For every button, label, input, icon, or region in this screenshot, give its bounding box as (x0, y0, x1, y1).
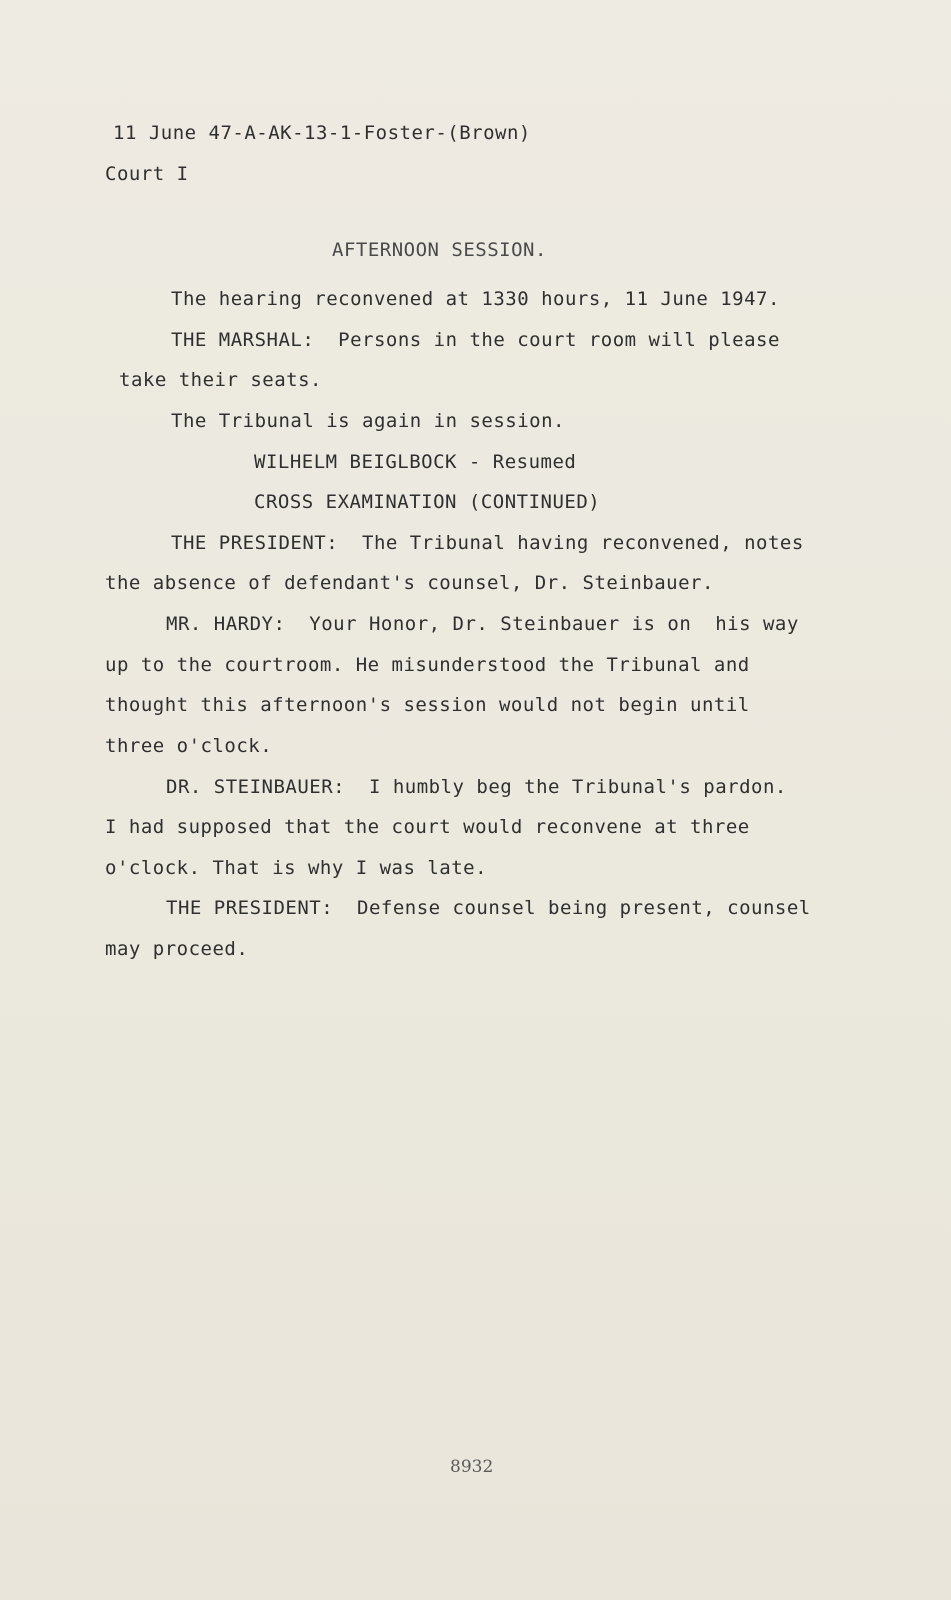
header-court: Court I (105, 163, 189, 185)
text-line-9: MR. HARDY: Your Honor, Dr. Steinbauer is on his way (166, 613, 799, 635)
text-line-4: The Tribunal is again in session. (171, 410, 565, 432)
header-reference: 11 June 47-A-AK-13-1-Foster-(Brown) (113, 122, 531, 144)
text-line-1: The hearing reconvened at 1330 hours, 11 June 1947. (171, 288, 780, 310)
text-line-17: may proceed. (105, 938, 249, 960)
text-line-6: CROSS EXAMINATION (CONTINUED) (254, 491, 601, 513)
text-line-5: WILHELM BEIGLBOCK - Resumed (254, 451, 577, 473)
text-line-15: o'clock. That is why I was late. (105, 857, 488, 879)
page-number: 8932 (450, 1457, 494, 1477)
text-line-7: THE PRESIDENT: The Tribunal having reconvened, notes (171, 532, 804, 554)
text-line-11: thought this afternoon's session would not begin until (105, 694, 750, 716)
text-line-8: the absence of defendant's counsel, Dr. Steinbauer. (105, 572, 714, 594)
text-line-16: THE PRESIDENT: Defense counsel being present, counsel (166, 897, 811, 919)
text-line-14: I had supposed that the court would reconvene at three (105, 816, 750, 838)
text-line-2: THE MARSHAL: Persons in the court room will please (171, 329, 780, 351)
text-line-10: up to the courtroom. He misunderstood the Tribunal and (105, 654, 750, 676)
text-line-12: three o'clock. (105, 735, 273, 757)
text-line-3: take their seats. (119, 369, 322, 391)
session-title: AFTERNOON SESSION. (332, 239, 547, 261)
text-line-13: DR. STEINBAUER: I humbly beg the Tribunal's pardon. (166, 776, 787, 798)
